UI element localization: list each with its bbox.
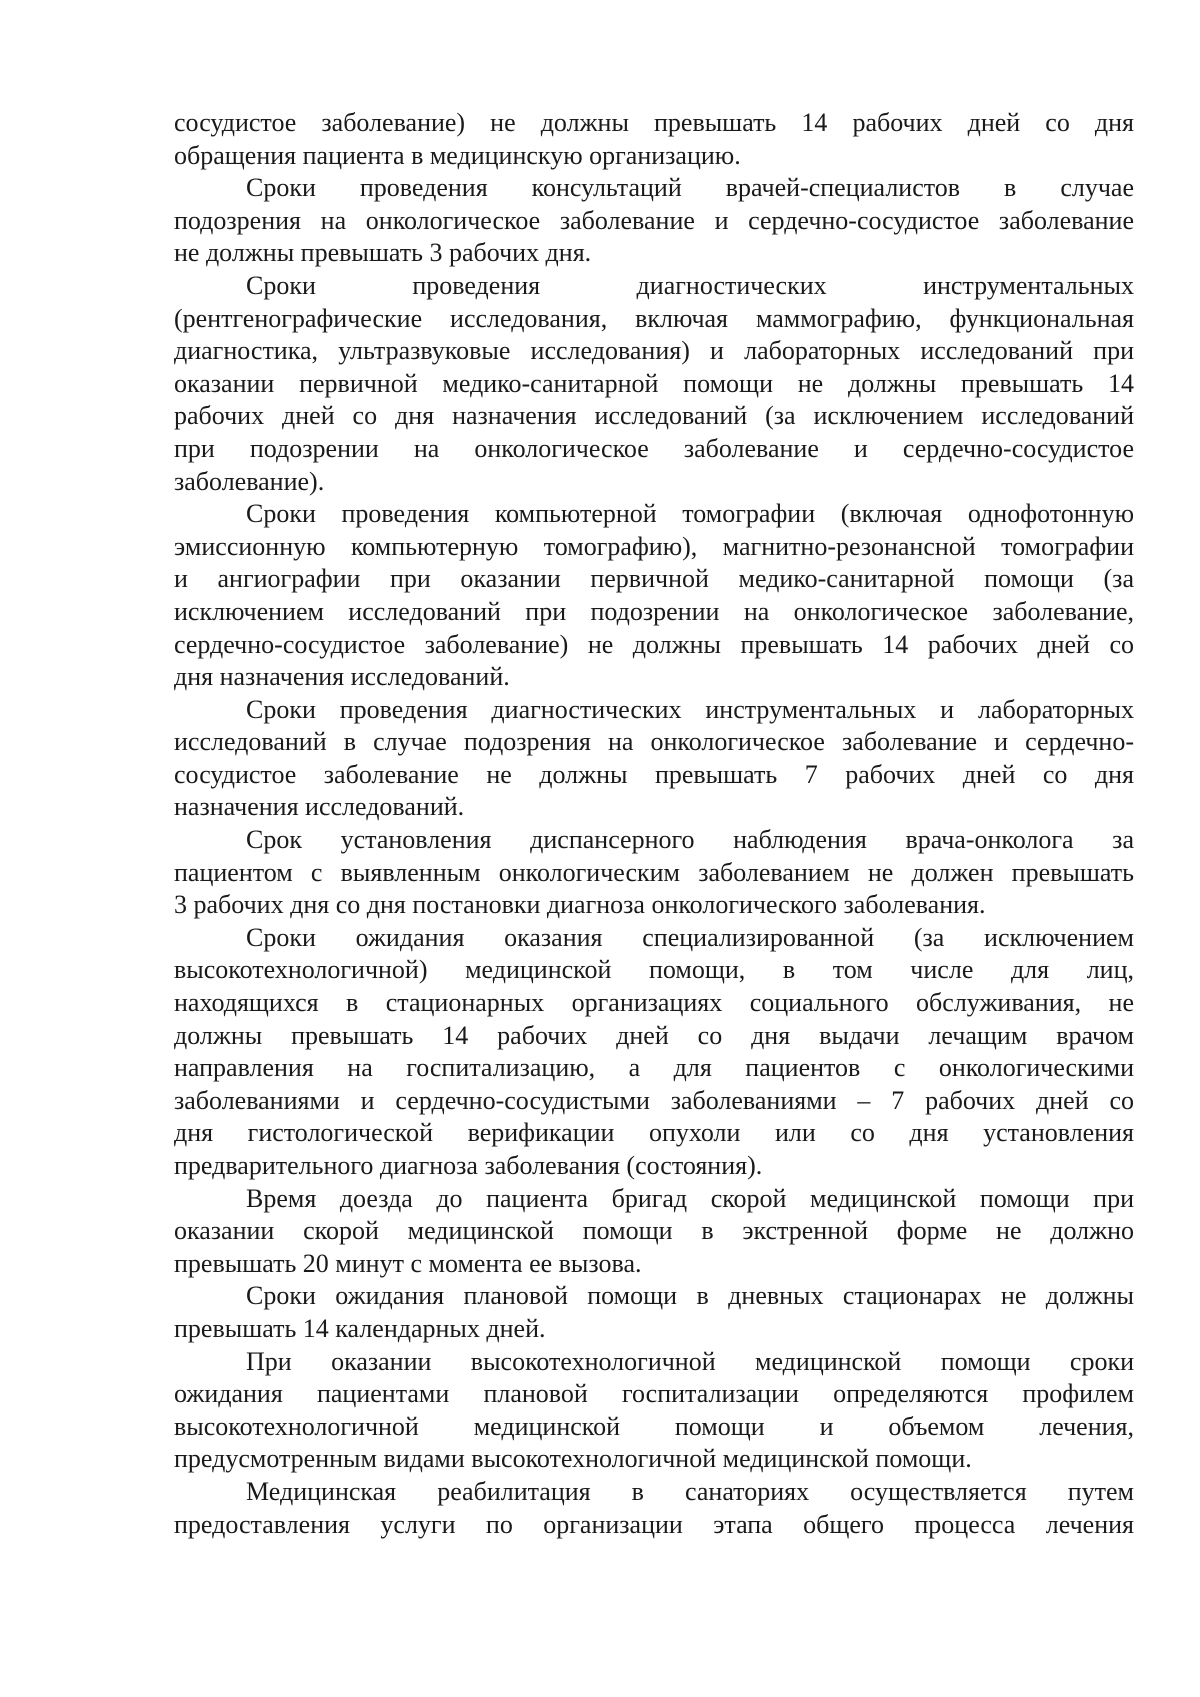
text-line: ожидания пациентами плановой госпитализации определяются профилем bbox=[174, 1379, 1134, 1409]
paragraph bbox=[174, 1346, 1134, 1476]
text-line: Сроки проведения диагностических инструментальных и лабораторных bbox=[246, 694, 1134, 724]
text-line: исследований в случае подозрения на онкологическое заболевание и сердечно- bbox=[174, 727, 1134, 757]
text-line: предоставления услуги по организации этапа общего процесса лечения bbox=[174, 1509, 1134, 1539]
text-line: оказании скорой медицинской помощи в экстренной форме не должно bbox=[174, 1216, 1134, 1246]
paragraph bbox=[174, 694, 1134, 824]
text-line: Сроки проведения консультаций врачей-специалистов в случае bbox=[246, 173, 1134, 203]
paragraph bbox=[174, 1183, 1134, 1281]
text-line: предварительного диагноза заболевания (состояния). bbox=[174, 1151, 763, 1180]
text-line: подозрения на онкологическое заболевание и сердечно-сосудистое заболевание bbox=[174, 205, 1134, 235]
text-line: сердечно-сосудистое заболевание) не должны превышать 14 рабочих дней со bbox=[174, 629, 1134, 659]
text-line: обращения пациента в медицинскую организацию. bbox=[174, 140, 741, 170]
text-line: Медицинская реабилитация в санаториях осуществляется путем bbox=[246, 1476, 1134, 1506]
paragraph bbox=[174, 824, 1134, 922]
paragraph bbox=[174, 922, 1134, 1183]
text-line: эмиссионную компьютерную томографию), магнитно-резонансной томографии bbox=[174, 531, 1134, 561]
text-line: назначения исследований. bbox=[174, 792, 465, 822]
paragraph bbox=[174, 172, 1134, 270]
text-line: и ангиографии при оказании первичной медико-санитарной помощи (за bbox=[174, 564, 1134, 594]
text-line: высокотехнологичной) медицинской помощи, в том числе для лиц, bbox=[174, 955, 1134, 985]
text-line: Сроки ожидания оказания специализированной (за исключением bbox=[246, 922, 1134, 952]
text-line: высокотехнологичной медицинской помощи и объемом лечения, bbox=[174, 1411, 1134, 1441]
text-line: сосудистое заболевание не должны превышать 7 рабочих дней со дня bbox=[174, 759, 1134, 789]
paragraph bbox=[174, 498, 1134, 694]
text-line: оказании первичной медико-санитарной помощи не должны превышать 14 bbox=[174, 368, 1134, 398]
paragraph bbox=[174, 107, 1134, 172]
text-line: Срок установления диспансерного наблюдения врача-онколога за bbox=[246, 825, 1134, 855]
text-line: предусмотренным видами высокотехнологичной медицинской помощи. bbox=[174, 1444, 972, 1474]
text-line: рабочих дней со дня назначения исследований (за исключением исследований bbox=[174, 401, 1134, 431]
text-line: превышать 14 календарных дней. bbox=[174, 1313, 546, 1343]
text-line: Сроки ожидания плановой помощи в дневных стационарах не должны bbox=[246, 1281, 1134, 1311]
text-line: Сроки проведения диагностических инструментальных bbox=[246, 270, 1134, 300]
paragraph bbox=[174, 270, 1134, 498]
text-line: заболевание). bbox=[174, 466, 325, 496]
document-body-text bbox=[174, 107, 1134, 1541]
text-line: превышать 20 минут с момента ее вызова. bbox=[174, 1248, 642, 1278]
paragraph bbox=[174, 1280, 1134, 1345]
text-line: должны превышать 14 рабочих дней со дня выдачи лечащим врачом bbox=[174, 1020, 1134, 1050]
text-line: Время доезда до пациента бригад скорой медицинской помощи при bbox=[246, 1183, 1134, 1213]
text-line: находящихся в стационарных организациях социального обслуживания, не bbox=[174, 988, 1134, 1018]
text-line: дня назначения исследований. bbox=[174, 662, 510, 692]
text-line: направления на госпитализацию, а для пациентов с онкологическими bbox=[174, 1053, 1134, 1083]
text-line: Сроки проведения компьютерной томографии (включая однофотонную bbox=[246, 499, 1134, 529]
text-line: не должны превышать 3 рабочих дня. bbox=[174, 238, 592, 268]
paragraph bbox=[174, 1476, 1134, 1541]
text-line: При оказании высокотехнологичной медицинской помощи сроки bbox=[246, 1346, 1134, 1376]
text-line: 3 рабочих дня со дня постановки диагноза онкологического заболевания. bbox=[174, 890, 986, 920]
text-line: заболеваниями и сердечно-сосудистыми заболеваниями – 7 рабочих дней со bbox=[174, 1085, 1134, 1115]
text-line: при подозрении на онкологическое заболевание и сердечно-сосудистое bbox=[174, 433, 1134, 463]
text-line: диагностика, ультразвуковые исследования) и лабораторных исследований при bbox=[174, 336, 1134, 366]
text-line: (рентгенографические исследования, включая маммографию, функциональная bbox=[174, 303, 1134, 333]
text-line: исключением исследований при подозрении на онкологическое заболевание, bbox=[174, 596, 1134, 626]
text-line: дня гистологической верификации опухоли или со дня установления bbox=[174, 1118, 1134, 1148]
text-line: сосудистое заболевание) не должны превышать 14 рабочих дней со дня bbox=[174, 108, 1134, 137]
text-line: пациентом с выявленным онкологическим заболеванием не должен превышать bbox=[174, 857, 1134, 887]
